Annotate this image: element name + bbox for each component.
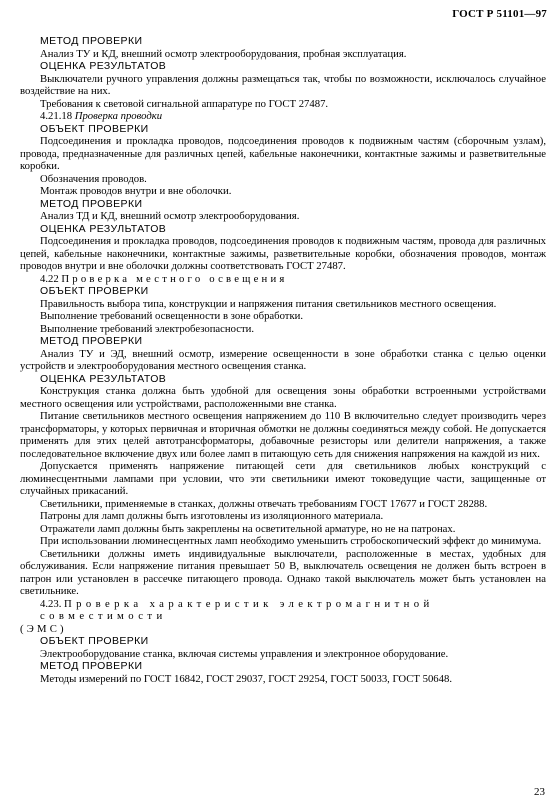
text-line: Монтаж проводов внутри и вне оболочки. <box>40 185 232 197</box>
chapter-heading-method: МЕТОД ПРОВЕРКИ <box>40 35 143 47</box>
document-body <box>20 35 546 685</box>
chapter-heading-method: МЕТОД ПРОВЕРКИ <box>40 335 143 347</box>
text-line: Выполнение требований электробезопасности. <box>40 322 255 335</box>
section-number: 4.21.18 <box>40 110 73 122</box>
chapter-heading-object: ОБЪЕКТ ПРОВЕРКИ <box>40 122 149 135</box>
paragraph: Светильники должны иметь индивидуальные выключатели, расположенные в местах, удобных для обслуживания. Если напряжение питания превышает 50 В, выключатель освещения не должен быть встроен в патрон или установлен в рассечке питающего провода. Однако такой выключатель может быть установлен на светильнике. <box>20 547 546 597</box>
chapter-heading-object: ОБЪЕКТ ПРОВЕРКИ <box>40 285 149 297</box>
paragraph: Выключатели ручного управления должны размещаться так, чтобы по возможности, исключалось случайное воздействие на них. <box>20 72 546 97</box>
text-line: Анализ ТУ и КД, внешний осмотр электрооборудования, пробная эксплуатация. <box>40 47 407 60</box>
text-line: Методы измерений по ГОСТ 16842, ГОСТ 29037, ГОСТ 29254, ГОСТ 50033, ГОСТ 50648. <box>40 672 452 685</box>
paragraph: Подсоединения и прокладка проводов, подсоединения проводов к подвижным частям, провода для различных цепей, кабельные наконечники, контактные зажимы, разветвительные коробки, обозначения проводов, монтаж проводов внутри и вне оболочки должны соответствовать ГОСТ 27487. <box>20 235 546 272</box>
section-number: 4.22 <box>40 272 59 285</box>
paragraph: Светильники, применяемые в станках, должны отвечать требованиям ГОСТ 17677 и ГОСТ 28288. <box>40 497 488 510</box>
text-line: Электрооборудование станка, включая системы управления и электронное оборудование. <box>40 647 449 660</box>
section-title-continuation: (ЭМС) <box>20 622 67 635</box>
page-number: 23 <box>534 785 545 798</box>
section-title: Проверка проводки <box>74 110 163 122</box>
chapter-heading-results: ОЦЕНКА РЕЗУЛЬТАТОВ <box>40 60 167 72</box>
section-4-21-18-heading <box>20 110 546 123</box>
paragraph: Конструкция станка должна быть удобной для освещения зоны обработки встроенными устройствами местного освещения или устройствами, расположенными вне станка. <box>20 385 546 410</box>
paragraph: Правильность выбора типа, конструкции и напряжения питания светильников местного освещения. <box>40 297 497 310</box>
chapter-heading-results: ОЦЕНКА РЕЗУЛЬТАТОВ <box>40 372 167 385</box>
text-line: Выполнение требований освещенности в зоне обработки. <box>40 310 304 322</box>
chapter-heading-method: МЕТОД ПРОВЕРКИ <box>40 197 143 210</box>
section-title: Проверка местного освещения <box>61 272 288 285</box>
section-4-23-heading <box>20 598 546 623</box>
section-title: Проверка характеристик электромагнитной совместимости <box>40 597 434 622</box>
text-line: Требования к световой сигнальной аппаратуре по ГОСТ 27487. <box>40 97 329 110</box>
paragraph: Анализ ТУ и ЭД, внешний осмотр, измерение освещенности в зоне обработки станка с целью оценки устройств и электрооборудования местного освещения станка. <box>20 347 546 372</box>
text-line: Отражатели ламп должны быть закреплены на осветительной арматуре, но не на патронах. <box>40 522 456 535</box>
document-standard-id: ГОСТ Р 51101—97 <box>452 8 547 20</box>
chapter-heading-method: МЕТОД ПРОВЕРКИ <box>40 660 143 672</box>
chapter-heading-results: ОЦЕНКА РЕЗУЛЬТАТОВ <box>40 222 167 235</box>
text-line: Патроны для ламп должны быть изготовлены из изоляционного материала. <box>40 510 384 522</box>
paragraph: Подсоединения и прокладка проводов, подсоединения проводов к подвижным частям (сборочным узлам), провода, предназначенные для различных цепей, кабельные наконечники, контактные зажимы и разветвительные коробки. <box>20 135 546 172</box>
paragraph: Питание светильников местного освещения напряжением до 110 В включительно следует производить через трансформаторы, у которых первичная и вторичная обмотки не должны соединяться между собой. Не допускается применять для этих целей автотрансформаторы, добавочные резисторы или делители напряжения, а также последовательное включение двух или более ламп в питающую сеть для снижения напряжения на каждой из них. <box>20 410 546 460</box>
section-number: 4.23. <box>40 597 62 610</box>
text-line: Обозначения проводов. <box>40 172 147 185</box>
paragraph: При использовании люминесцентных ламп необходимо уменьшить стробоскопический эффект до минимума. <box>40 535 542 547</box>
paragraph: Допускается применять напряжение питающей сети для светильников любых конструкций с люминесцентными лампами при условии, что эти светильники имеют токоведущие части, защищенные от случайных прикасаний. <box>20 460 546 497</box>
section-4-22-heading <box>20 273 546 286</box>
text-line: Анализ ТД и КД, внешний осмотр электрооборудования. <box>40 210 300 222</box>
chapter-heading-object: ОБЪЕКТ ПРОВЕРКИ <box>40 635 149 647</box>
